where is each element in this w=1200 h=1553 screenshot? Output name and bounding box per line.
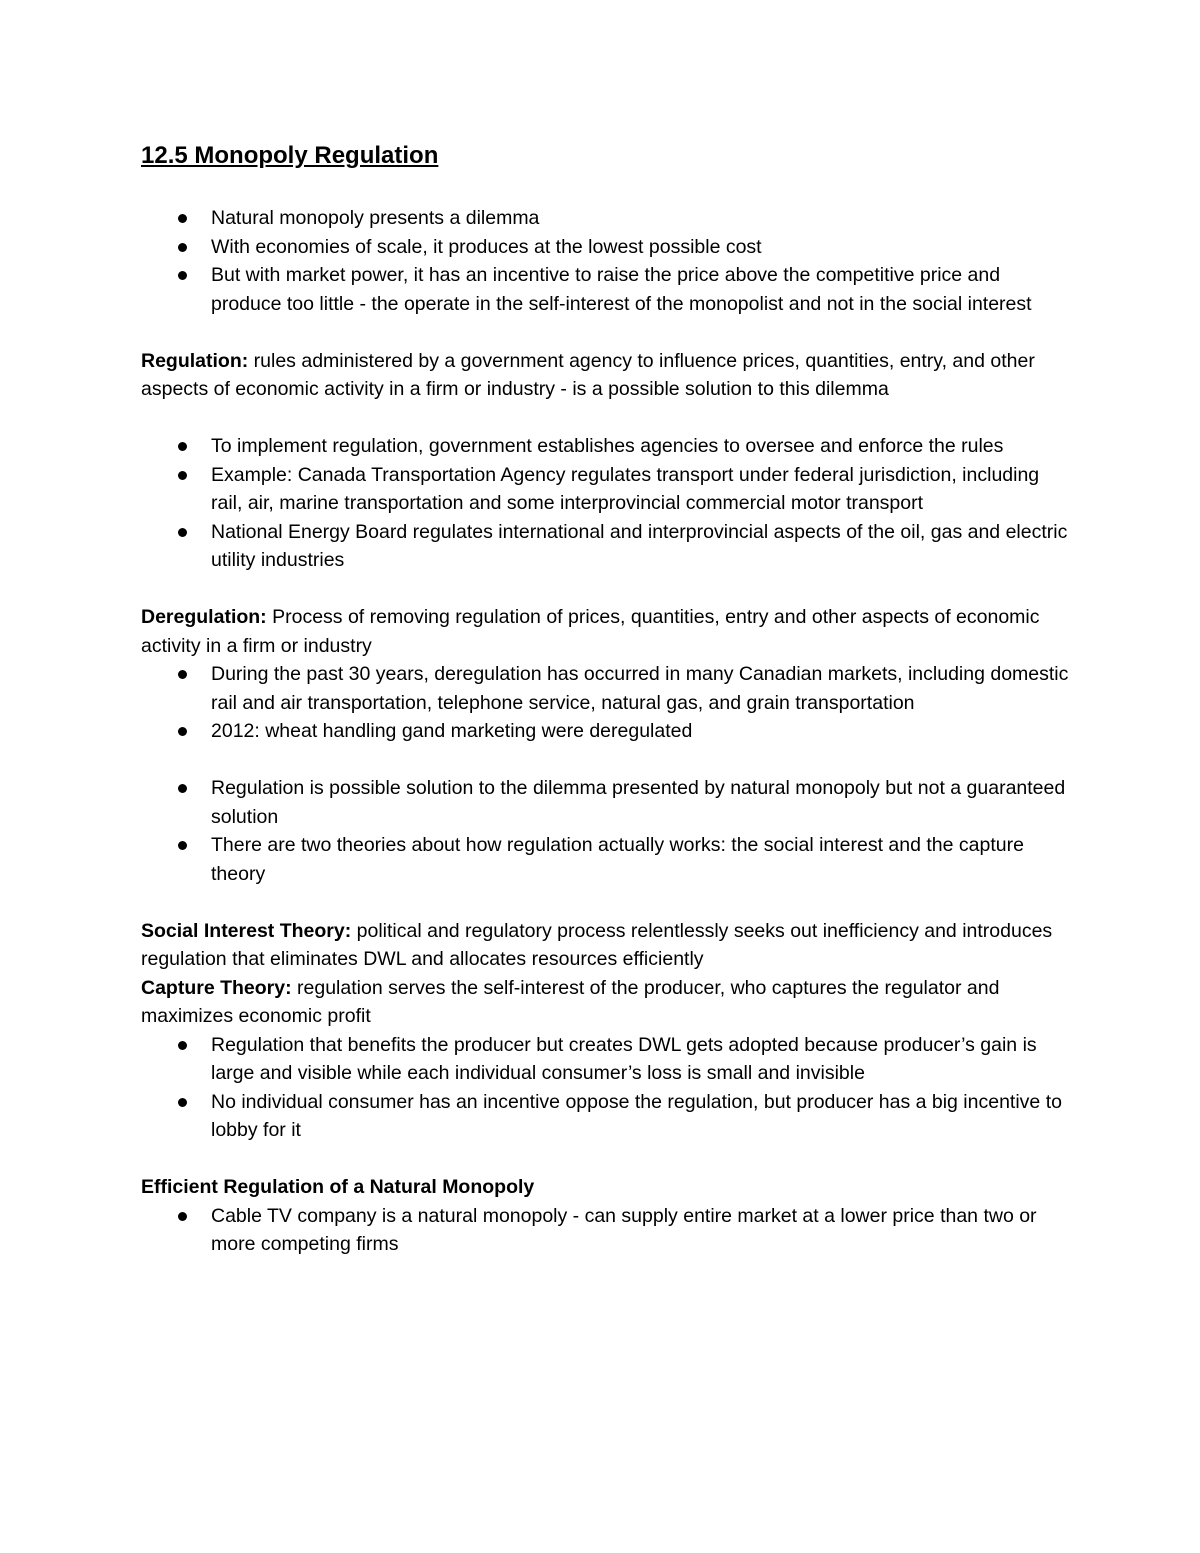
bullet-icon [178, 442, 187, 451]
bullet-icon [178, 727, 187, 736]
bullet-icon [178, 528, 187, 537]
social-interest-definition: Social Interest Theory: political and regulatory process relentlessly seeks out inefficiency and introduces regulation that eliminates DWL and allocates resources efficiently [141, 919, 1053, 970]
list-item: Regulation is possible solution to the dilemma presented by natural monopoly but not a guaranteed solution [141, 774, 1071, 831]
bullet-icon [178, 670, 187, 679]
deregulation-bullet-list [141, 660, 1071, 746]
capture-bullet-list [141, 1031, 1071, 1145]
page-title: 12.5 Monopoly Regulation [141, 142, 439, 169]
social-interest-term: Social Interest Theory: [141, 919, 352, 942]
bullet-icon [178, 841, 187, 850]
list-item: No individual consumer has an incentive oppose the regulation, but producer has a big incentive to lobby for it [141, 1088, 1071, 1145]
bullet-icon [178, 471, 187, 480]
list-item: Cable TV company is a natural monopoly - can supply entire market at a lower price than two or more competing firms [141, 1202, 1071, 1259]
document-page [141, 138, 1071, 1259]
list-item: There are two theories about how regulation actually works: the social interest and the capture theory [141, 831, 1071, 888]
list-item: During the past 30 years, deregulation has occurred in many Canadian markets, including domestic rail and air transportation, telephone service, natural gas, and grain transportation [141, 660, 1071, 717]
deregulation-definition: Deregulation: Process of removing regulation of prices, quantities, entry and other aspects of economic activity in a firm or industry [141, 606, 1040, 657]
bullet-icon [178, 214, 187, 223]
efficient-regulation-heading: Efficient Regulation of a Natural Monopoly [141, 1176, 535, 1198]
bullet-icon [178, 1041, 187, 1050]
regulation-bullet-list [141, 432, 1071, 575]
bullet-icon [178, 1212, 187, 1221]
list-item: But with market power, it has an incentive to raise the price above the competitive price and produce too little - the operate in the self-interest of the monopolist and not in the social interest [141, 261, 1071, 318]
bullet-icon [178, 784, 187, 793]
bullet-icon [178, 1098, 187, 1107]
capture-definition: Capture Theory: regulation serves the self-interest of the producer, who captures the regulator and maximizes economic profit [141, 976, 1000, 1027]
list-item: Example: Canada Transportation Agency regulates transport under federal jurisdiction, including rail, air, marine transportation and some interprovincial commercial motor transport [141, 461, 1071, 518]
bullet-icon [178, 243, 187, 252]
list-item: With economies of scale, it produces at the lowest possible cost [141, 233, 1071, 262]
capture-term: Capture Theory: [141, 976, 292, 999]
list-item: 2012: wheat handling gand marketing were deregulated [141, 717, 1071, 746]
regulation-theories-bullet-list [141, 774, 1071, 888]
deregulation-term: Deregulation: [141, 606, 267, 628]
efficient-bullet-list [141, 1202, 1071, 1259]
list-item: Natural monopoly presents a dilemma [141, 204, 1071, 233]
regulation-term: Regulation: [141, 349, 249, 372]
intro-bullet-list [141, 204, 1071, 318]
list-item: National Energy Board regulates international and interprovincial aspects of the oil, gas and electric utility industries [141, 518, 1071, 575]
list-item: Regulation that benefits the producer but creates DWL gets adopted because producer’s gain is large and visible while each individual consumer’s loss is small and invisible [141, 1031, 1071, 1088]
bullet-icon [178, 271, 187, 280]
regulation-definition: Regulation: rules administered by a government agency to influence prices, quantities, entry, and other aspects of economic activity in a firm or industry - is a possible solution to this dilemma [141, 349, 1035, 400]
list-item: To implement regulation, government establishes agencies to oversee and enforce the rules [141, 432, 1071, 461]
